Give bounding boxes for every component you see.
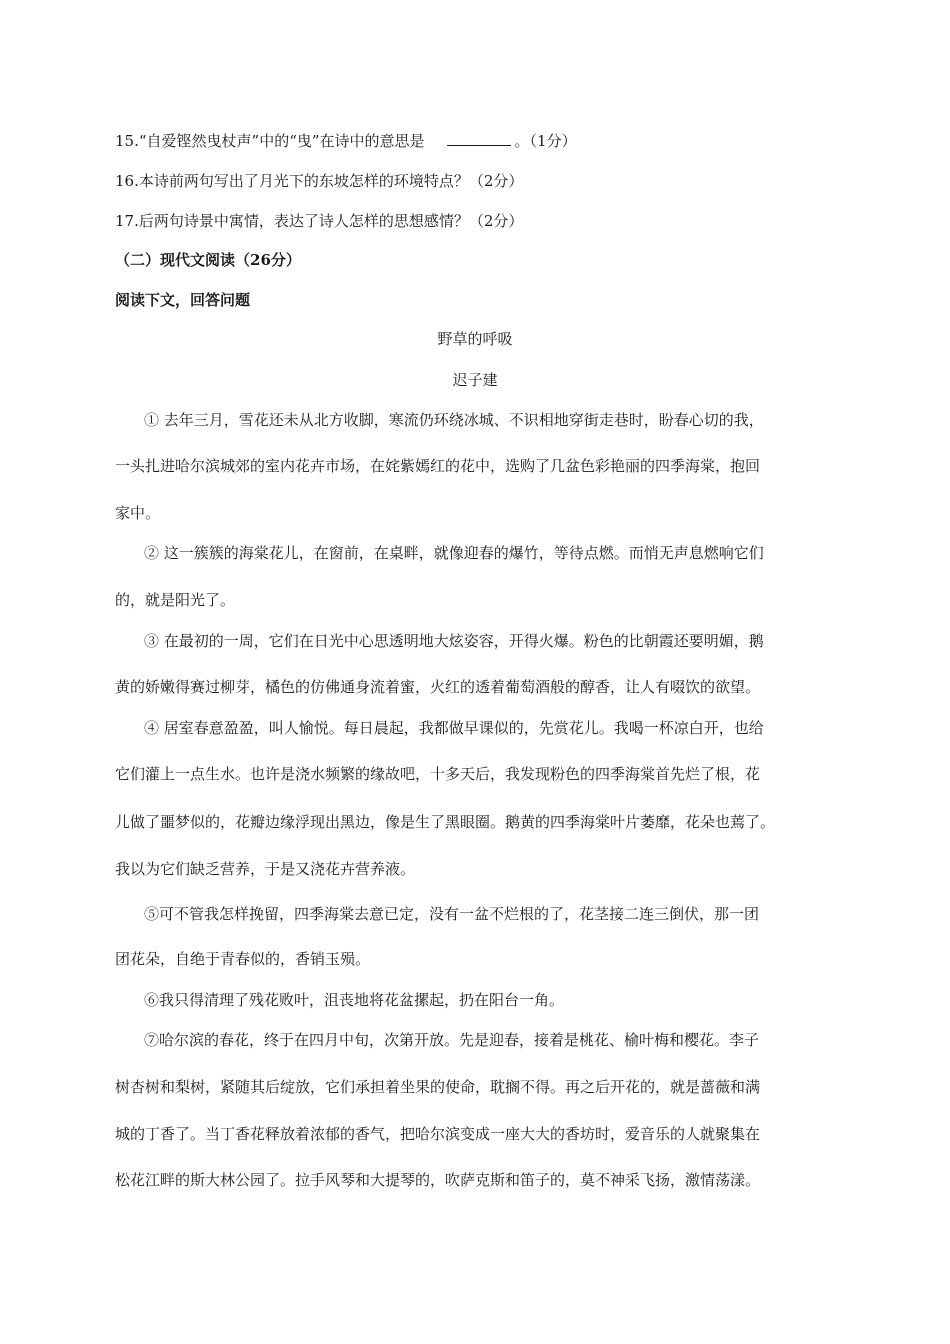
paragraph-line: 城的丁香了。当丁香花释放着浓郁的香气，把哈尔滨变成一座大大的香坊时，爱音乐的人就聚集在 bbox=[115, 1125, 761, 1143]
paragraph-line: 家中。 bbox=[115, 504, 161, 522]
question-16: 16.本诗前两句写出了月光下的东坡怎样的环境特点？（2分） bbox=[115, 172, 524, 190]
paragraph-line: ⑤可不管我怎样挽留，四季海棠去意已定，没有一盆不烂根的了，花茎接二连三倒伏，那一团 bbox=[144, 905, 760, 923]
paragraph-line: ⑦哈尔滨的春花，终于在四月中旬，次第开放。先是迎春，接着是桃花、榆叶梅和樱花。李子 bbox=[144, 1031, 760, 1049]
reading-instruction: 阅读下文，回答问题 bbox=[115, 291, 251, 309]
paragraph-line: 儿做了噩梦似的，花瓣边缘浮现出黑边，像是生了黑眼圈。鹅黄的四季海棠叶片萎靡，花朵也蔫了。 bbox=[115, 813, 776, 831]
paragraph-line: 它们灌上一点生水。也许是浇水频繁的缘故吧，十多天后，我发现粉色的四季海棠首先烂了根，花 bbox=[115, 765, 761, 783]
paragraph-line: ① 去年三月，雪花还未从北方收脚，寒流仍环绕冰城、不识相地穿街走巷时，盼春心切的我， bbox=[144, 411, 764, 429]
question-17: 17.后两句诗景中寓情，表达了诗人怎样的思想感情？（2分） bbox=[115, 212, 524, 230]
paragraph-line: 松花江畔的斯大林公园了。拉手风琴和大提琴的，吹萨克斯和笛子的，莫不神采飞扬，激情荡漾。 bbox=[115, 1171, 761, 1189]
paragraph-line: ② 这一簇簇的海棠花儿，在窗前，在桌畔，就像迎春的爆竹，等待点燃。而悄无声息燃响它们 bbox=[144, 544, 764, 562]
article-title: 野草的呼吸 bbox=[437, 330, 513, 348]
article-author: 迟子建 bbox=[452, 371, 498, 389]
paragraph-line: 我以为它们缺乏营养，于是又浇花卉营养液。 bbox=[115, 860, 416, 878]
paragraph-line: 团花朵，自绝于青春似的，香销玉殒。 bbox=[115, 950, 371, 968]
paragraph-line: ④ 居室春意盈盈，叫人愉悦。每日晨起，我都做早课似的，先赏花儿。我喝一杯凉白开，也给 bbox=[144, 719, 764, 737]
paragraph-line: 一头扎进哈尔滨城郊的室内花卉市场，在姹紫嫣红的花中，选购了几盆色彩艳丽的四季海棠，抱回 bbox=[115, 457, 761, 475]
question-15-text: 15.“自爱铿然曳杖声”中的“曳”在诗中的意思是 bbox=[115, 132, 425, 150]
answer-blank[interactable] bbox=[447, 131, 511, 146]
paragraph-line: 的，就是阳光了。 bbox=[115, 591, 236, 609]
question-15 bbox=[115, 131, 577, 151]
question-15-score: 。（1分） bbox=[514, 132, 577, 150]
paragraph-line: 树杏树和梨树，紧随其后绽放，它们承担着坐果的使命，耽搁不得。再之后开花的，就是蔷薇和满 bbox=[115, 1078, 761, 1096]
paragraph-line: 黄的娇嫩得赛过柳芽，橘色的仿佛通身流着蜜，火红的透着葡萄酒般的醇香，让人有啜饮的欲望。 bbox=[115, 678, 761, 696]
section-heading: （二）现代文阅读（26分） bbox=[115, 251, 301, 269]
paragraph-line: ③ 在最初的一周，它们在日光中心思透明地大炫姿容，开得火爆。粉色的比朝霞还要明媚，鹅 bbox=[144, 632, 764, 650]
paragraph-line: ⑥我只得清理了残花败叶，沮丧地将花盆摞起，扔在阳台一角。 bbox=[144, 991, 565, 1009]
